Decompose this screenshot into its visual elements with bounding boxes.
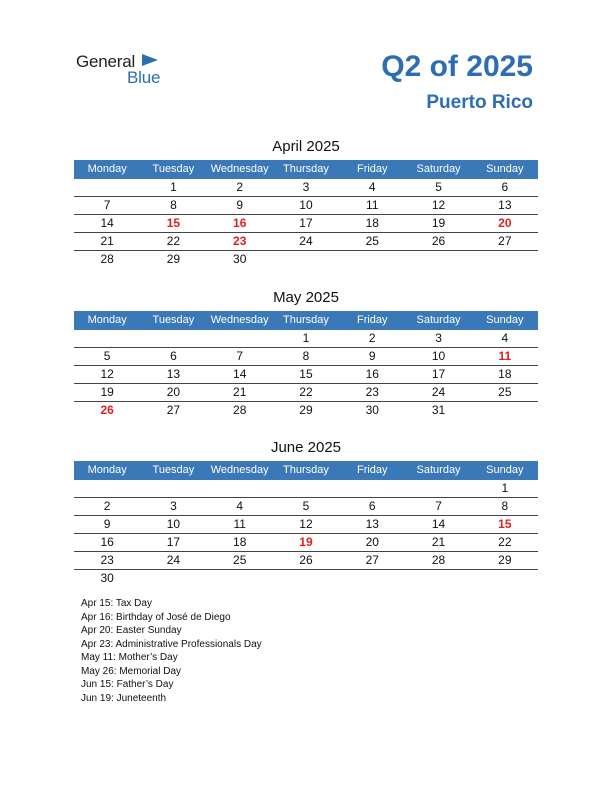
calendar-date: 8 <box>501 499 509 513</box>
calendar-date: 24 <box>431 385 446 399</box>
week-row <box>74 366 538 384</box>
weekday-header: Tuesday <box>152 464 195 476</box>
holiday-item: May 26: Memorial Day <box>81 665 182 677</box>
weekday-header: Monday <box>87 163 127 175</box>
weekday-header: Saturday <box>416 163 461 175</box>
calendar-date: 8 <box>170 198 177 212</box>
weekday-header: Thursday <box>283 314 329 326</box>
logo-word-general: General <box>76 52 136 71</box>
calendar-date: 14 <box>431 517 446 531</box>
week-row <box>74 215 538 233</box>
calendar-date: 10 <box>431 349 446 363</box>
weekday-header: Saturday <box>416 464 461 476</box>
page-subtitle: Puerto Rico <box>426 92 533 113</box>
calendar-date <box>207 480 273 497</box>
calendar-date <box>207 330 273 347</box>
calendar-date: 19 <box>431 216 446 230</box>
calendar-date: 13 <box>166 367 181 381</box>
weekday-header: Sunday <box>486 464 524 476</box>
month-title: May 2025 <box>273 289 339 306</box>
calendar-date: 30 <box>365 403 379 417</box>
calendar-date: 18 <box>365 216 379 230</box>
weekday-header: Tuesday <box>152 314 195 326</box>
calendar-date: 13 <box>498 198 512 212</box>
calendar-date: 18 <box>233 535 247 549</box>
holiday-item: Apr 20: Easter Sunday <box>81 625 182 636</box>
calendar-date: 5 <box>103 349 111 363</box>
month-june <box>74 437 538 587</box>
holiday-item: Apr 16: Birthday of José de Diego <box>81 611 231 623</box>
holiday-item: May 11: Mother’s Day <box>81 652 178 663</box>
calendar-date: 31 <box>431 403 446 417</box>
calendar-date: 27 <box>365 553 379 567</box>
calendar-date: 27 <box>498 234 512 248</box>
calendar-date <box>273 251 339 268</box>
calendar-date: 27 <box>166 403 181 417</box>
week-row <box>74 179 538 197</box>
weekday-header: Wednesday <box>210 464 269 476</box>
holiday-item: Apr 15: Tax Day <box>81 598 152 609</box>
calendar-date <box>273 480 339 497</box>
week-row <box>74 402 538 419</box>
weekday-header: Friday <box>356 314 388 326</box>
calendar-date <box>140 570 206 587</box>
calendar-date: 24 <box>166 553 181 567</box>
calendar-date: 5 <box>435 180 442 194</box>
calendar-date: 11 <box>366 198 379 212</box>
calendar-date: 25 <box>365 234 379 248</box>
month-may <box>74 287 538 419</box>
calendar-date: 22 <box>498 535 512 549</box>
week-row <box>74 384 538 402</box>
calendar-date <box>339 251 405 268</box>
calendar-date: 2 <box>103 499 111 513</box>
calendar-date: 29 <box>299 403 313 417</box>
calendar-date: 23 <box>365 385 379 399</box>
calendar-date <box>472 251 538 268</box>
calendar-date: 4 <box>501 331 509 345</box>
week-row <box>74 516 538 534</box>
holiday-date: 20 <box>498 216 512 230</box>
calendar-date: 16 <box>365 367 379 381</box>
calendar-date <box>405 480 471 497</box>
week-row <box>74 534 538 552</box>
calendar-date: 7 <box>435 499 442 513</box>
week-row <box>74 197 538 215</box>
calendar-date: 5 <box>302 499 310 513</box>
calendar-date: 26 <box>299 553 313 567</box>
calendar-date: 19 <box>100 385 114 399</box>
generalblue-logo <box>76 52 176 92</box>
calendar-date: 8 <box>302 349 310 363</box>
week-row <box>74 348 538 366</box>
calendar-date: 4 <box>368 180 376 194</box>
week-row <box>74 570 538 587</box>
month-title: April 2025 <box>272 138 340 155</box>
weekday-header: Wednesday <box>210 314 269 326</box>
calendar-date: 22 <box>299 385 313 399</box>
calendar-date: 25 <box>233 553 247 567</box>
calendar-date <box>207 570 273 587</box>
calendar-date: 21 <box>233 385 247 399</box>
weekday-header: Monday <box>87 314 127 326</box>
weekday-header: Sunday <box>486 314 524 326</box>
calendar-date: 9 <box>368 349 376 363</box>
holiday-date: 15 <box>166 216 181 230</box>
weekday-header: Wednesday <box>210 163 269 175</box>
weekday-header: Saturday <box>416 314 461 326</box>
calendar-date <box>74 179 140 196</box>
calendar-date: 17 <box>431 367 446 381</box>
calendar-date: 12 <box>100 367 114 381</box>
weekday-header: Tuesday <box>152 163 195 175</box>
weekday-header: Friday <box>356 464 388 476</box>
calendar-date: 17 <box>166 535 181 549</box>
calendar-date: 21 <box>431 535 446 549</box>
calendar-date: 3 <box>170 499 177 513</box>
calendar-date: 28 <box>100 252 114 266</box>
week-row <box>74 251 538 268</box>
calendar-date: 28 <box>233 403 247 417</box>
calendar-date: 30 <box>100 571 114 585</box>
calendar-date <box>273 570 339 587</box>
calendar-date: 9 <box>236 198 244 212</box>
calendar-date <box>339 480 405 497</box>
calendar-date <box>405 570 471 587</box>
calendar-date: 1 <box>501 481 509 495</box>
holiday-date: 23 <box>233 234 247 248</box>
calendar-date: 25 <box>498 385 512 399</box>
weekday-header: Thursday <box>283 163 329 175</box>
holiday-date: 26 <box>100 403 114 417</box>
week-row <box>74 480 538 498</box>
week-row <box>74 330 538 348</box>
holiday-item: Apr 23: Administrative Professionals Day <box>81 638 262 650</box>
calendar-date: 23 <box>100 553 114 567</box>
weekday-header: Sunday <box>486 163 524 175</box>
weekday-header: Friday <box>356 163 388 175</box>
calendar-date: 14 <box>233 367 247 381</box>
page-title: Q2 of 2025 <box>381 50 533 83</box>
calendar-date <box>74 330 140 347</box>
calendar-date: 29 <box>498 553 512 567</box>
calendar-date: 6 <box>170 349 177 363</box>
calendar-date: 22 <box>166 234 181 248</box>
calendar-date: 29 <box>166 252 181 266</box>
calendar-date: 17 <box>299 216 313 230</box>
calendar-date: 9 <box>103 517 111 531</box>
holiday-date: 11 <box>498 349 512 363</box>
calendar-date <box>405 251 471 268</box>
month-title: June 2025 <box>270 439 342 456</box>
calendar-date: 12 <box>299 517 313 531</box>
calendar-date: 11 <box>233 517 246 531</box>
calendar-date: 1 <box>302 331 310 345</box>
calendar-date: 6 <box>501 180 509 194</box>
calendar-date: 13 <box>365 517 379 531</box>
week-row <box>74 552 538 570</box>
calendar-date: 20 <box>166 385 181 399</box>
weekday-header-row <box>74 461 538 480</box>
holiday-date: 15 <box>498 517 512 531</box>
weekday-header-row <box>74 311 538 330</box>
calendar-date: 16 <box>100 535 114 549</box>
calendar-date: 15 <box>299 367 313 381</box>
calendar-date: 18 <box>498 367 512 381</box>
calendar-date: 1 <box>170 180 177 194</box>
calendar-date: 28 <box>431 553 446 567</box>
week-row <box>74 498 538 516</box>
holiday-list <box>81 597 262 705</box>
calendar-date: 10 <box>299 198 313 212</box>
calendar-date: 4 <box>236 499 244 513</box>
calendar-date <box>339 570 405 587</box>
calendar-date: 12 <box>431 198 446 212</box>
week-row <box>74 233 538 251</box>
logo-flag-icon <box>142 54 158 66</box>
month-april <box>74 136 538 268</box>
calendar-date: 7 <box>236 349 244 363</box>
calendar-date: 26 <box>431 234 446 248</box>
calendar-date <box>472 402 538 419</box>
calendar-date: 7 <box>103 198 111 212</box>
calendar-date: 21 <box>100 234 114 248</box>
calendar-date: 3 <box>435 331 442 345</box>
calendar-date: 14 <box>100 216 114 230</box>
calendar-date: 3 <box>302 180 310 194</box>
calendar-date: 20 <box>365 535 379 549</box>
calendar-date: 10 <box>166 517 181 531</box>
calendar-date: 24 <box>299 234 313 248</box>
weekday-header-row <box>74 160 538 179</box>
weekday-header: Thursday <box>283 464 329 476</box>
calendar-date <box>74 480 140 497</box>
calendar-date: 2 <box>368 331 376 345</box>
calendar-date <box>472 570 538 587</box>
calendar-date: 30 <box>233 252 247 266</box>
holiday-date: 19 <box>299 535 313 549</box>
holiday-item: Jun 19: Juneteenth <box>81 692 167 704</box>
calendar-date <box>140 330 206 347</box>
calendar-date: 6 <box>368 499 376 513</box>
calendar-date <box>140 480 206 497</box>
calendar-date: 2 <box>236 180 244 194</box>
holiday-item: Jun 15: Father’s Day <box>81 679 174 690</box>
holiday-date: 16 <box>233 216 247 230</box>
weekday-header: Monday <box>87 464 127 476</box>
logo-word-blue: Blue <box>127 68 161 87</box>
